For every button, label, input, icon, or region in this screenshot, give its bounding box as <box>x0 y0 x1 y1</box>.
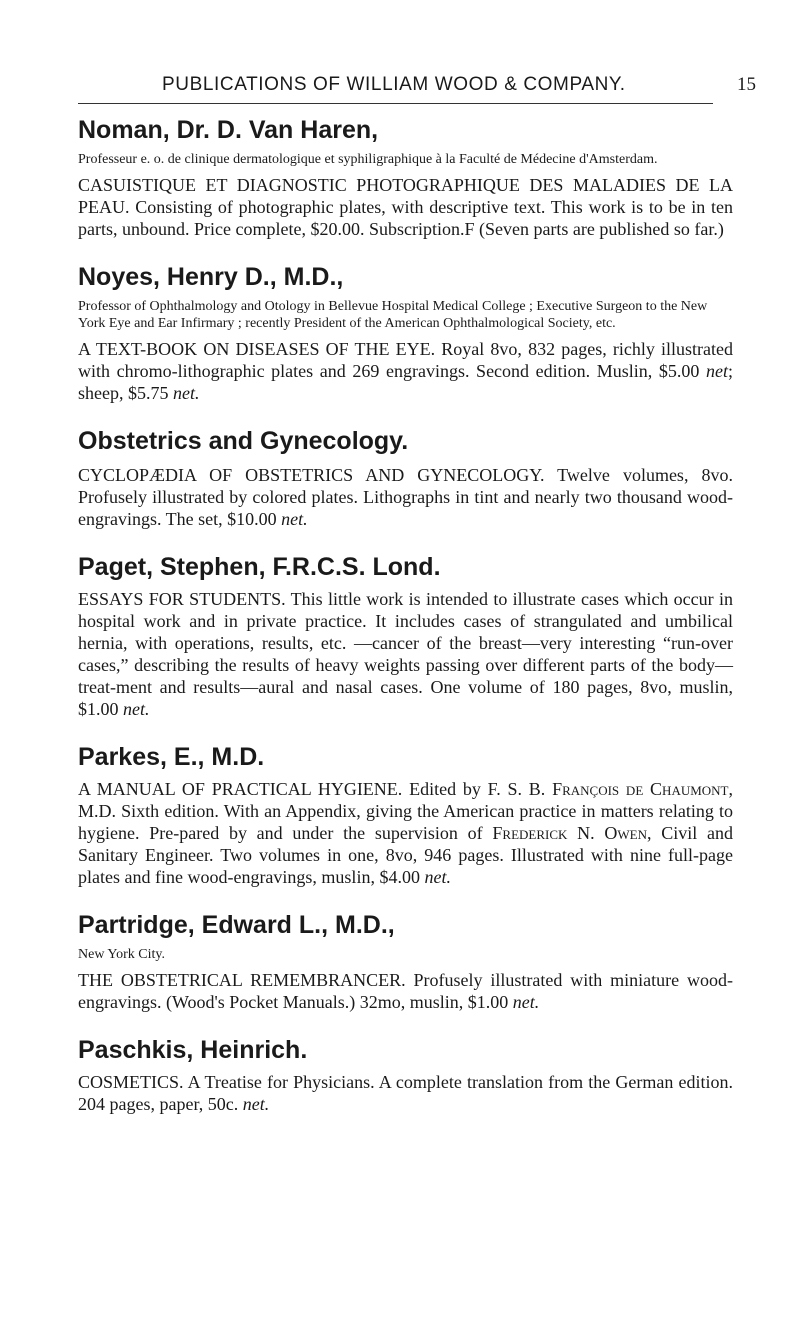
book-description <box>78 1071 733 1115</box>
supervisor-name: Frederick N. Owen <box>492 823 647 843</box>
description-text: A MANUAL OF PRACTICAL HYGIENE. Edited by F. S. B. <box>78 779 553 799</box>
entry-partridge <box>78 910 733 1013</box>
book-description <box>78 969 733 1013</box>
net-price-marker: net. <box>123 699 150 719</box>
author-name: Noman, Dr. D. Van Haren, <box>78 116 379 144</box>
author-name: Partridge, Edward L., M.D., <box>78 911 395 939</box>
net-price-marker: net. <box>242 1094 270 1114</box>
description-text: , M.D. Sixth edition. With an Appendix, giving the American practice in matters relating to hygiene. Pre-pared by and under the supervision of <box>78 779 733 843</box>
description-text: ESSAYS FOR STUDENTS. This little work is intended to illustrate cases which occur in hospital work and in private practice. It includes cases of strangulated and umbilical hernia, with operations, results, etc. —cancer of the breast—very interesting “run-over cases,” describing the results of heavy weights passing over different parts of the body—treat-ment and results—aural and nasal cases. One volume of 180 pages, 8vo, muslin, $1.00 <box>78 589 733 719</box>
author-name: Parkes, E., M.D. <box>78 743 265 771</box>
book-description: CASUISTIQUE ET DIAGNOSTIC PHOTOGRAPHIQUE DES MALADIES DE LA PEAU. Consisting of photographic plates, with descriptive text. This work is to be in ten parts, unbound. Price complete, $20.00. Subscription.F (Seven parts are published so far.) <box>78 175 733 239</box>
header-rule <box>78 103 713 104</box>
entry-paschkis <box>78 1035 733 1115</box>
book-description <box>78 338 733 404</box>
description-text: CYCLOPÆDIA OF OBSTETRICS AND GYNECOLOGY. Twelve volumes, 8vo. Profusely illustrated by colored plates. Lithographs in tint and nearly two thousand wood-engravings. The set, $10.00 <box>78 465 733 529</box>
author-name: Paschkis, Heinrich. <box>78 1036 308 1064</box>
author-name: Noyes, Henry D., M.D., <box>78 263 344 291</box>
author-affiliation: Professeur e. o. de clinique dermatologique et syphiligraphique à la Faculté de Médecine d'Amsterdam. <box>78 152 658 167</box>
description-text: COSMETICS. A Treatise for Physicians. A complete translation from the German edition. 204 pages, paper, 50c. <box>78 1072 733 1114</box>
author-affiliation: Professor of Ophthalmology and Otology in Bellevue Hospital Medical College ; Executive Surgeon to the New York Eye and Ear Infirmary ; recently President of the American Ophthalmological Society, etc. <box>78 299 708 331</box>
description-text: A TEXT-BOOK ON DISEASES OF THE EYE. Royal 8vo, 832 pages, richly illustrated with chromo-lithographic plates and 269 engravings. Second edition. Muslin, $5.00 <box>78 339 733 381</box>
net-price-marker: net <box>705 361 728 381</box>
description-text: THE OBSTETRICAL REMEMBRANCER. Profusely illustrated with miniature wood-engravings. (Wood's Pocket Manuals.) 32mo, muslin, $1.00 <box>78 970 733 1012</box>
net-price-marker: net. <box>172 383 200 403</box>
author-affiliation: New York City. <box>78 947 165 962</box>
entry-parkes <box>78 742 733 888</box>
net-price-marker: net. <box>281 509 308 529</box>
description-text: ; sheep, $5.75 <box>78 361 733 403</box>
page-number: 15 <box>737 74 756 95</box>
entry-paget <box>78 552 733 720</box>
author-name: Paget, Stephen, F.R.C.S. Lond. <box>78 553 441 581</box>
catalog-entries <box>78 115 733 1137</box>
running-title: PUBLICATIONS OF WILLIAM WOOD & COMPANY. <box>162 74 626 95</box>
description-text: , Civil and Sanitary Engineer. Two volumes in one, 8vo, 946 pages. Illustrated with nine full-page plates and fine wood-engravings, muslin, $4.00 <box>78 823 733 887</box>
editor-name: François de Chaumont <box>552 779 729 799</box>
net-price-marker: net. <box>512 992 540 1012</box>
entry-obstetrics <box>78 426 733 530</box>
entry-noman <box>78 115 733 240</box>
book-description <box>78 778 733 888</box>
book-description <box>78 588 733 720</box>
net-price-marker: net. <box>424 867 451 887</box>
book-description <box>78 464 733 530</box>
section-heading: Obstetrics and Gynecology. <box>78 427 409 455</box>
entry-noyes <box>78 262 733 404</box>
